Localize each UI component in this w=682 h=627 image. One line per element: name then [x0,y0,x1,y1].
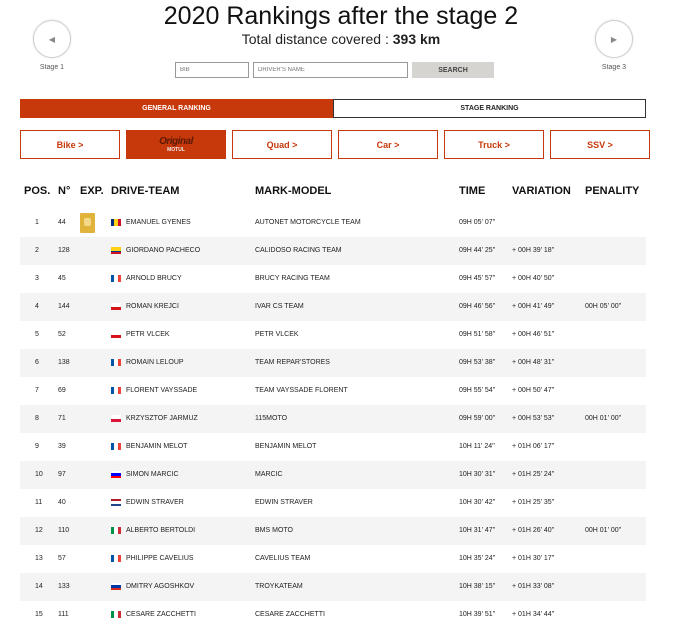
cell-variation: + 01H 25' 35'' [512,499,555,506]
cell-penalty: 00H 05' 00'' [585,303,622,310]
cell-driver: CESARE ZACCHETTI [126,611,197,618]
ranking-tabs [20,99,646,118]
experience-badge-icon [80,213,95,233]
table-row[interactable] [20,545,646,573]
header-time: TIME [459,185,486,197]
cell-pos: 9 [35,443,39,450]
cell-pos: 7 [35,387,39,394]
category-original[interactable] [126,130,226,159]
cell-pos: 2 [35,247,39,254]
cell-pos: 5 [35,331,39,338]
header-team: MARK-MODEL [255,185,332,197]
cell-time: 09H 55' 54'' [459,387,496,394]
country-flag-icon [111,583,121,590]
table-row[interactable] [20,461,646,489]
category-truck[interactable]: Truck > [444,130,544,159]
country-flag-icon [111,415,121,422]
search-button[interactable]: SEARCH [412,62,494,78]
country-flag-icon [111,555,121,562]
cell-driver: EMANUEL GYENES [126,219,191,226]
cell-team: BMS MOTO [255,527,293,534]
cell-driver: ROMAIN LELOUP [126,359,184,366]
cell-time: 09H 51' 58'' [459,331,496,338]
category-car[interactable]: Car > [338,130,438,159]
country-flag-icon [111,331,121,338]
country-flag-icon [111,359,121,366]
country-flag-icon [111,443,121,450]
cell-num: 45 [58,275,66,282]
cell-time: 10H 30' 42'' [459,499,496,506]
cell-driver: ALBERTO BERTOLDI [126,527,196,534]
category-quad[interactable]: Quad > [232,130,332,159]
cell-variation: + 00H 39' 18'' [512,247,555,254]
cell-driver: KRZYSZTOF JARMUZ [126,415,198,422]
country-flag-icon [111,303,121,310]
cell-team: TEAM REPAR'STORES [255,359,330,366]
cell-variation: + 00H 53' 53'' [512,415,555,422]
cell-num: 69 [58,387,66,394]
cell-num: 52 [58,331,66,338]
cell-num: 57 [58,555,66,562]
cell-driver: PETR VLCEK [126,331,170,338]
cell-team: TEAM VAYSSADE FLORENT [255,387,348,394]
cell-driver: DMITRY AGOSHKOV [126,583,195,590]
cell-time: 09H 44' 25'' [459,247,496,254]
cell-team: AUTONET MOTORCYCLE TEAM [255,219,361,226]
cell-driver: ARNOLD BRUCY [126,275,182,282]
distance-value: 393 km [392,31,441,47]
cell-time: 09H 05' 07'' [459,219,496,226]
country-flag-icon [111,275,121,282]
header-exp: EXP. [80,185,104,197]
cell-penalty: 00H 01' 00'' [585,415,622,422]
cell-driver: GIORDANO PACHECO [126,247,201,254]
header-penalty: PENALITY [585,185,640,197]
cell-variation: + 00H 41' 49'' [512,303,555,310]
cell-pos: 13 [35,555,43,562]
cell-variation: + 01H 30' 17'' [512,555,555,562]
cell-variation: + 01H 26' 40'' [512,527,555,534]
cell-pos: 8 [35,415,39,422]
cell-team: 115MOTO [255,415,288,422]
cell-team: CESARE ZACCHETTI [255,611,326,618]
category-ssv[interactable]: SSV > [550,130,650,159]
country-flag-icon [111,471,121,478]
cell-variation: + 00H 46' 51'' [512,331,555,338]
cell-penalty: 00H 01' 00'' [585,527,622,534]
cell-time: 09H 46' 56'' [459,303,496,310]
cell-time: 10H 30' 31'' [459,471,496,478]
table-row[interactable] [20,573,646,601]
tab-general-ranking[interactable]: GENERAL RANKING [20,99,333,118]
table-row[interactable] [20,517,646,545]
cell-num: 97 [58,471,66,478]
cell-variation: + 00H 48' 31'' [512,359,555,366]
table-row[interactable] [20,209,646,237]
original-logo-sub: MOTUL [167,146,185,153]
cell-variation: + 01H 34' 44'' [512,611,555,618]
tab-stage-ranking[interactable]: STAGE RANKING [333,99,646,118]
prev-stage-nav[interactable] [32,20,72,71]
cell-driver: ROMAN KREJCI [126,303,179,310]
next-stage-nav[interactable] [594,20,634,71]
cell-pos: 15 [35,611,43,618]
cell-team: TROYKATEAM [255,583,303,590]
original-motul-logo [159,137,193,153]
country-flag-icon [111,219,121,226]
table-header [0,185,682,199]
header-pos: POS. [24,185,51,197]
table-row[interactable] [20,377,646,405]
table-row[interactable] [20,349,646,377]
country-flag-icon [111,527,121,534]
cell-time: 09H 45' 57'' [459,275,496,282]
cell-num: 133 [58,583,70,590]
prev-stage-label: Stage 1 [39,64,65,71]
cell-driver: BENJAMIN MELOT [126,443,188,450]
header-driver: DRIVE-TEAM [111,185,180,197]
distance-subtitle [0,31,682,47]
cell-variation: + 01H 25' 24'' [512,471,555,478]
cell-num: 128 [58,247,70,254]
cell-time: 10H 39' 51'' [459,611,496,618]
cell-time: 09H 59' 00'' [459,415,496,422]
cell-team: IVAR CS TEAM [255,303,304,310]
distance-label: Total distance covered : [241,31,389,47]
cell-pos: 14 [35,583,43,590]
chevron-right-icon: ▶ [610,34,618,44]
cell-variation: + 00H 40' 50'' [512,275,555,282]
cell-driver: FLORENT VAYSSADE [126,387,198,394]
page-title: 2020 Rankings after the stage 2 [163,2,519,30]
cell-pos: 3 [35,275,39,282]
cell-driver: SIMON MARCIC [126,471,179,478]
country-flag-icon [111,387,121,394]
prev-stage-button[interactable] [33,20,71,58]
next-stage-button[interactable] [595,20,633,58]
bib-input[interactable] [175,62,249,78]
cell-team: BENJAMIN MELOT [255,443,317,450]
cell-variation: + 01H 06' 17'' [512,443,555,450]
cell-pos: 10 [35,471,43,478]
cell-pos: 11 [35,499,43,506]
table-row[interactable] [20,265,646,293]
cell-num: 40 [58,499,66,506]
cell-variation: + 00H 50' 47'' [512,387,555,394]
category-bike[interactable]: Bike > [20,130,120,159]
table-row[interactable] [20,293,646,321]
chevron-left-icon: ◀ [48,34,56,44]
cell-num: 111 [58,611,69,618]
header-variation: VARIATION [512,185,571,197]
table-row[interactable] [20,405,646,433]
cell-num: 144 [58,303,70,310]
cell-num: 110 [58,527,70,534]
cell-variation: + 01H 33' 08'' [512,583,555,590]
table-row[interactable] [20,489,646,517]
next-stage-label: Stage 3 [601,64,627,71]
search-bar [175,62,494,78]
cell-team: CAVELIUS TEAM [255,555,311,562]
table-row[interactable] [20,237,646,265]
country-flag-icon [111,499,121,506]
cell-num: 39 [58,443,66,450]
cell-time: 10H 31' 47'' [459,527,496,534]
country-flag-icon [111,611,121,618]
cell-num: 71 [58,415,66,422]
cell-time: 10H 38' 15'' [459,583,496,590]
cell-team: PETR VLCEK [255,331,299,338]
cell-driver: EDWIN STRAVER [126,499,184,506]
cell-team: EDWIN STRAVER [255,499,313,506]
cell-pos: 6 [35,359,39,366]
category-tabs [20,130,650,159]
country-flag-icon [111,247,121,254]
cell-team: CALIDOSO RACING TEAM [255,247,342,254]
cell-time: 10H 11' 24'' [459,443,495,450]
cell-team: BRUCY RACING TEAM [255,275,330,282]
cell-driver: PHILIPPE CAVELIUS [126,555,194,562]
cell-num: 44 [58,219,66,226]
cell-team: MARCIC [255,471,283,478]
cell-num: 138 [58,359,70,366]
cell-time: 09H 53' 38'' [459,359,496,366]
driver-name-input[interactable] [253,62,408,78]
original-logo-text: Original [159,135,193,147]
table-row[interactable] [20,321,646,349]
cell-pos: 4 [35,303,39,310]
cell-time: 10H 35' 24'' [459,555,496,562]
cell-pos: 12 [35,527,43,534]
table-row[interactable] [20,433,646,461]
cell-pos: 1 [35,219,39,226]
table-row[interactable] [20,601,646,627]
header-num: N° [58,185,71,197]
